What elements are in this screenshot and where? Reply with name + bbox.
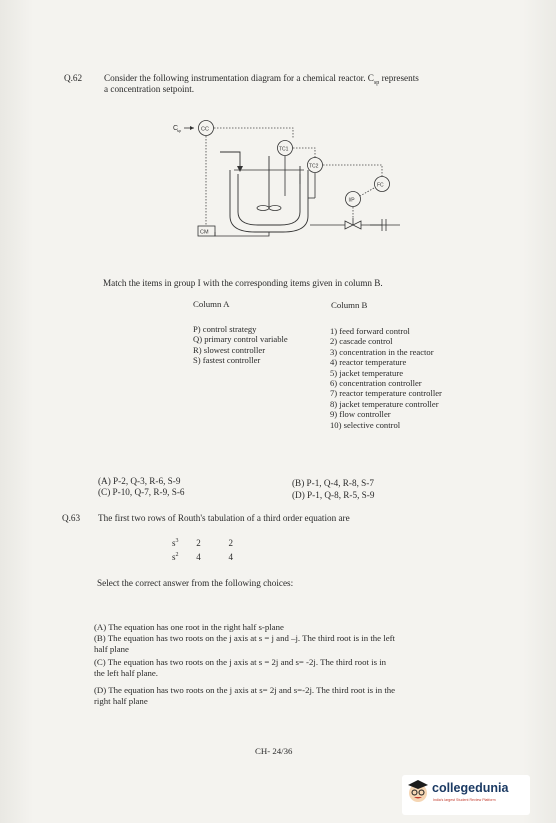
routh-row-2 xyxy=(172,552,233,562)
q63-option-b-line1[interactable]: (B) The equation has two roots on the j axis at s = j and –j. The third root is in the left xyxy=(94,633,395,643)
column-b-item: 5) jacket temperature xyxy=(330,367,404,378)
csp-subscript: sp xyxy=(373,79,380,86)
column-a-header: Column A xyxy=(193,299,230,309)
q62-option-c[interactable]: (C) P-10, Q-7, R-9, S-6 xyxy=(98,487,185,497)
question-number-62: Q.62 xyxy=(64,73,83,83)
column-b-item: 3) concentration in the reactor xyxy=(330,346,434,357)
column-b-item: 7) reactor temperature controller xyxy=(330,388,442,399)
column-b-item: 9) flow controller xyxy=(330,409,391,420)
question-63-text: The first two rows of Routh's tabulation of a third order equation are xyxy=(98,513,350,523)
q63-option-b-line2[interactable]: half plane xyxy=(94,644,129,654)
page-code: CH- 24/36 xyxy=(255,746,293,756)
column-b-item: 8) jacket temperature controller xyxy=(330,398,439,409)
question-62-text-line2: a concentration setpoint. xyxy=(104,84,195,94)
cm-label: CM xyxy=(200,229,209,236)
column-b-item: 10) selective control xyxy=(330,419,401,430)
q63-option-c-line1[interactable]: (C) The equation has two roots on the j axis at s = 2j and s= -2j. The third root is in xyxy=(94,657,387,667)
q63-option-d-line2[interactable]: right half plane xyxy=(94,696,148,706)
csp-label: C xyxy=(173,125,179,132)
column-a-item: P) control strategy xyxy=(193,324,257,334)
ip-label: I/P xyxy=(348,197,355,204)
select-instruction: Select the correct answer from the following choices: xyxy=(97,578,294,588)
column-b-header: Column B xyxy=(331,300,368,310)
q63-option-a[interactable]: (A) The equation has one root in the right half s-plane xyxy=(94,622,284,632)
csp-sub-label: sp xyxy=(177,128,182,133)
routh-cell: 2 xyxy=(228,538,233,548)
watermark-tagline: India's largest Student Review Platform xyxy=(433,798,496,802)
routh-cell: 2 xyxy=(196,538,201,548)
q62-option-d[interactable]: (D) P-1, Q-8, R-5, S-9 xyxy=(292,490,375,500)
column-a-item: Q) primary control variable xyxy=(193,334,288,345)
routh-row-1 xyxy=(172,538,233,548)
routh-row-label: $s^3$ xyxy=(172,538,179,548)
q63-option-c-line2[interactable]: the left half plane. xyxy=(94,668,158,678)
q62-option-b[interactable]: (B) P-1, Q-4, R-8, S-7 xyxy=(292,478,374,488)
routh-row-label: $s^2$ xyxy=(172,552,179,562)
watermark-name: collegedunia xyxy=(432,781,509,795)
tc2-label: TC2 xyxy=(309,163,319,170)
column-b-list xyxy=(330,326,442,430)
tc1-label: TC1 xyxy=(279,146,289,153)
match-instruction: Match the items in group I with the corresponding items given in column B. xyxy=(103,278,383,288)
column-b-item: 6) concentration controller xyxy=(330,378,422,389)
fc-label: FC xyxy=(377,182,384,189)
column-b-item: 1) feed forward control xyxy=(330,326,410,336)
q63-option-d-line1[interactable]: (D) The equation has two roots on the j axis at s= 2j and s=-2j. The third root is in the xyxy=(94,685,396,695)
column-a-item: S) fastest controller xyxy=(193,355,261,366)
question-62-text-b: represents xyxy=(379,73,419,83)
control-valve xyxy=(345,221,353,229)
instrumentation-diagram xyxy=(160,108,420,248)
column-b-item: 4) reactor temperature xyxy=(330,357,407,368)
column-a-list xyxy=(193,324,288,366)
column-a-item: R) slowest controller xyxy=(193,344,266,355)
student-mascot-icon xyxy=(407,780,429,804)
cc-label: CC xyxy=(201,126,209,133)
question-62-text-a: Consider the following instrumentation diagram for a chemical reactor. C xyxy=(104,73,374,83)
column-b-item: 2) cascade control xyxy=(330,336,393,347)
collegedunia-watermark xyxy=(402,775,530,815)
question-number-63: Q.63 xyxy=(62,513,81,523)
q62-option-a[interactable]: (A) P-2, Q-3, R-6, S-9 xyxy=(98,476,181,486)
routh-cell: 4 xyxy=(228,552,233,562)
routh-cell: 4 xyxy=(196,552,201,562)
